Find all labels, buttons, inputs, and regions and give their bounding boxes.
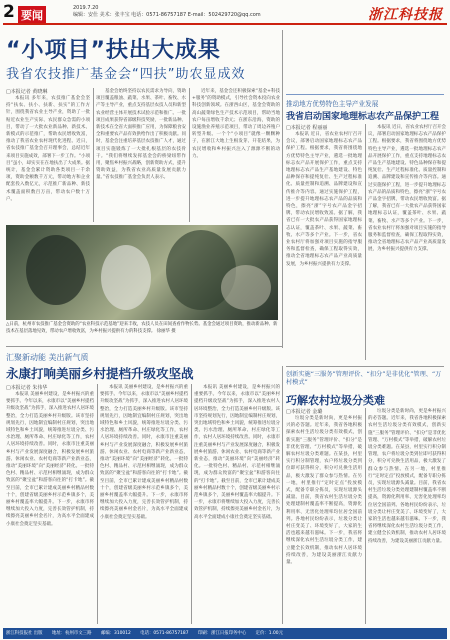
column-divider bbox=[97, 384, 98, 624]
footer-item: 浙江科技报社 出版 bbox=[6, 631, 43, 636]
issue-date: 2019.7.20 bbox=[73, 5, 99, 11]
bottom-right-kicker: 创新实施“三服务”管理评价、“扣分”是非优化”管理、“万村模式” bbox=[286, 371, 442, 386]
bottom-left-body-continued: 本报讯 美丽乡村建设，是乡村振兴的重要抓手。今年以来，永康市以“美丽乡村提档升级攻坚战”为抓手，深入推进农村人居环境整治，全力打造美丽乡村升级版。该市坚持规划先行，因地制宜编制村庄规划，突出地域特色和乡土风貌，统筹推进垃圾分类、污水治理、厕所革命、村庄绿化等工作，农村人居环境持续改善。同时，永康市注重美丽乡村与产业发展深度融合，积极发展乡村旅游、休闲农业、农村电商等新产业新业态，推动“美丽环境”向“美丽经济”转化。一批特色村、精品村、示范村相继涌现，成为群众致富的“聚宝盆”和游客向往的“打卡地”。截至目前，全市已累计建成美丽乡村精品村数十个，创建省级美丽乡村示范乡镇多个，美丽乡村覆盖率大幅提升。下一步，永康市将继续加大投入力度，完善长效管护机制，持续擦亮美丽乡村金名片，为高水平全面建成小康社会奠定坚实基础。 bbox=[100, 385, 188, 520]
bottom-left-body: 本报讯 美丽乡村建设，是乡村振兴的重要抓手。今年以来，永康市以“美丽乡村提档升级攻坚战”为抓手，深入推进农村人居环境整治，全力打造美丽乡村升级版。该市坚持规划先行，因地制宜编制村庄规划，突出地域特色和乡土风貌，统筹推进垃圾分类、污水治理、厕所革命、村庄绿化等工作，农村人居环境持续改善。同时，永康市注重美丽乡村与产业发展深度融合，积极发展乡村旅游、休闲农业、农村电商等新产业新业态，推动“美丽环境”向“美丽经济”转化。一批特色村、精品村、示范村相继涌现，成为群众致富的“聚宝盆”和游客向往的“打卡地”。截至目前，全市已累计建成美丽乡村精品村数十个，创建省级美丽乡村示范乡镇多个，美丽乡村覆盖率大幅提升。下一步，永康市将继续加大投入力度，完善长效管护机制，持续擦亮美丽乡村金名片，为高水平全面建成小康社会奠定坚实基础。 bbox=[6, 392, 94, 527]
column-divider bbox=[282, 30, 283, 348]
footer-item: 地址：杭州市文三路 bbox=[51, 631, 92, 636]
right-box-headline: 我省启动国家地理标志农产品保护工程 bbox=[286, 112, 440, 122]
bottom-right-column-2 bbox=[368, 408, 446, 624]
bottom-left-kicker: 汇聚新动能 美出新气质 bbox=[6, 353, 89, 362]
section-divider bbox=[6, 346, 282, 347]
right-box-rule bbox=[286, 94, 444, 95]
bottom-right-body: 垃圾分类是新时尚，更是乡村振兴的必答题。近年来，我省各地积极探索农村生活垃圾分类有效模式，创新实施“三服务”管理评价、“扣分”是非优化管理、“万村模式”等举措，破解农村垃圾分类难题。在某县，村里实行积分制管理，农户将垃圾分类到位即可获得积分，积分可兑换生活用品，极大激发了群众参与热情。在另一地，村里推行“定时定点”投放模式，配备专职分拣员，实现垃圾源头减量。目前，我省农村生活垃圾分类处理建制村覆盖率不断提高，资源化利用率、无害化处理率均位居全国前列。各地村民纷纷表示，垃圾分类让村庄变美了、环境变好了，大家的生活也越来越有滋味。下一步，我省将继续深化农村生活垃圾分类工作，建立健全长效机制，推动农村人居环境持续改善，为建设美丽浙江贡献力量。 bbox=[286, 416, 362, 566]
lead-photo bbox=[6, 225, 278, 320]
right-box-byline: □本报记者 程丽丽 bbox=[286, 125, 328, 131]
photo-caption: △日前，杭州市农技推广基金会资助的“农业科技示范基地”迎来丰收，农技人员在田间查看作物长势。基金会通过项目资助，推动新品种、新技术在基层落地见效，带动农户增收致富，为乡村振兴提供有力的科技支撑。 徐丽华 摄 bbox=[6, 322, 278, 334]
photo-figure bbox=[26, 235, 86, 305]
column-divider bbox=[191, 384, 192, 624]
lead-byline: □本报记者 黄晓琳 bbox=[6, 89, 48, 95]
lead-subheadline: 我省农技推广基金会“四扶”助农显成效 bbox=[6, 67, 246, 82]
page-number: 2 bbox=[3, 2, 15, 22]
lead-paragraph-1: 本报讯 多年来，农技推广基金会坚持“扶农、扶小、扶新、扶实”的工作方针，围绕我省农业主导产业，资助了一批贴近农业生产实际、农民群众急需的小项目，带动了一大批农业新品种、新技术、新模式的示范推广，帮助农民增收致富，推动了我省农业农村现代化进程。近日，省农技推广基金会召开理事会，总结近年来项目实施成效，部署下一步工作。“小项目”虽小，却实实在在地扶出了大成果。据统计，基金会累计资助各类项目一千余项，资助金额数千万元，带动地方和企业配套投入数亿元，示范推广新品种、新技术覆盖面积数百万亩，带动农户数十万户。 bbox=[6, 96, 90, 202]
right-box-column-2 bbox=[368, 124, 446, 360]
bottom-right-byline: □本报记者 金璐 bbox=[286, 409, 323, 415]
bottom-right-column-1 bbox=[286, 408, 362, 624]
bottom-right-headline: 巧解农村垃圾分类难 bbox=[286, 394, 385, 407]
lead-column-2 bbox=[96, 88, 186, 222]
column-divider bbox=[365, 408, 366, 624]
lead-headline: “小项目”扶出大成果 bbox=[6, 38, 221, 63]
column-divider bbox=[93, 88, 94, 222]
lead-column-3 bbox=[192, 88, 280, 222]
column-divider bbox=[189, 88, 190, 222]
column-divider bbox=[365, 124, 366, 360]
footer-item: 定价：1.00元 bbox=[255, 631, 283, 636]
photo-figure bbox=[101, 245, 151, 310]
lead-paragraph-2: 基金会始终坚持以农民需求为导向，资助项目覆盖粮油、蔬菜、水果、茶叶、畜牧、水产等主导产业，重点支持基层农技人员和新型农业经营主体开展技术试验示范和推广。一批项目成果获得省部级科技奖励，一批新品种、新技术在全省大面积推广应用，为保障粮食安全和重要农产品有效供给作出了积极贡献。同时，基金会注重培养基层农技推广人才，通过项目实施锻炼了一大批扎根基层的农技骨干。“我们将继续发挥基金会的桥梁纽带作用，聚焦乡村振兴战略，创新资助方式，提升资助效益，为我省农业高质量发展贡献力量。”省农技推广基金会负责人表示。 bbox=[96, 89, 186, 181]
page-footer bbox=[3, 628, 447, 639]
right-box-column-1 bbox=[286, 124, 362, 360]
bottom-left-column-3 bbox=[194, 384, 280, 624]
footer-item: 电话：0571-86757187 bbox=[140, 631, 189, 636]
lead-paragraph-3: 近年来，基金会还积极探索“基金+科技+服务”的资助模式，引导社会资本投向农业科技创新领域。在浙西山区，基金会资助的高山蔬菜绿色生产技术示范项目，帮助当地农户每亩增收千余元；在浙东沿海，资助的设施渔业养殖示范项目，带动了周边养殖户转型升级。一个个“小项目”就像一颗颗种子，在浙江大地上生根发芽、开花结果，为农民增收和乡村振兴注入了源源不断的动力。 bbox=[192, 89, 280, 159]
masthead-logo: 浙江科技报 bbox=[368, 7, 443, 23]
lead-column-1 bbox=[6, 88, 90, 222]
footer-item: 印刷：浙江日报印务中心 bbox=[197, 631, 247, 636]
column-divider bbox=[282, 366, 283, 624]
bottom-left-column-2 bbox=[100, 384, 188, 624]
right-box-body-continued: 本报讯 近日，省农业农村厅召开会议，部署启动国家地理标志农产品保护工程。根据要求，我省将围绕地方优势特色主导产业，遴选一批地理标志农产品开展保护工作，重点支持地理标志农产品生产基地建设、特色品种保存和提纯复壮、生产过程标准化、质量控制和追溯、品牌建设和宣传推介等内容。通过实施保护工程，进一步提升地理标志农产品的品质和特色，擦亮“浙”字号农产品金字招牌，带动农民增收致富。据了解，我省已有一大批农产品获得国家地理标志认证，覆盖茶叶、水果、蔬菜、畜牧、水产等多个产业。下一步，省农业农村厅将加强对项目实施的指导服务和监督检查，确保工程取得实效，推动全省地理标志农产品产业高质量发展，为乡村振兴提供有力支撑。 bbox=[368, 125, 446, 253]
bottom-left-headline: 永康打响美丽乡村提档升级攻坚战 bbox=[6, 366, 194, 381]
right-box-body: 本报讯 近日，省农业农村厅召开会议，部署启动国家地理标志农产品保护工程。根据要求，我省将围绕地方优势特色主导产业，遴选一批地理标志农产品开展保护工作，重点支持地理标志农产品生产基地建设、特色品种保存和提纯复壮、生产过程标准化、质量控制和追溯、品牌建设和宣传推介等内容。通过实施保护工程，进一步提升地理标志农产品的品质和特色，擦亮“浙”字号农产品金字招牌，带动农民增收致富。据了解，我省已有一大批农产品获得国家地理标志认证，覆盖茶叶、水果、蔬菜、畜牧、水产等多个产业。下一步，省农业农村厅将加强对项目实施的指导服务和监督检查，确保工程取得实效，推动全省地理标志农产品产业高质量发展，为乡村振兴提供有力支撑。 bbox=[286, 132, 362, 267]
page-header bbox=[3, 2, 447, 24]
editor-line: 编辑：安仕 美术：张丰宝 电话：0571-86757187 E-mail：502429720@qq.com bbox=[73, 12, 261, 18]
right-box-kicker: 推动地方优势特色主导产业发展 bbox=[286, 100, 379, 108]
section-badge: 要闻 bbox=[18, 6, 46, 24]
bottom-left-byline: □本报记者 朱伟华 bbox=[6, 385, 48, 391]
photo-figure bbox=[221, 265, 271, 310]
header-date bbox=[73, 5, 261, 19]
bottom-left-column-1 bbox=[6, 384, 94, 624]
header-rule bbox=[3, 23, 447, 25]
bottom-left-body-end: 本报讯 美丽乡村建设，是乡村振兴的重要抓手。今年以来，永康市以“美丽乡村提档升级攻坚战”为抓手，深入推进农村人居环境整治，全力打造美丽乡村升级版。该市坚持规划先行，因地制宜编制村庄规划，突出地域特色和乡土风貌，统筹推进垃圾分类、污水治理、厕所革命、村庄绿化等工作，农村人居环境持续改善。同时，永康市注重美丽乡村与产业发展深度融合，积极发展乡村旅游、休闲农业、农村电商等新产业新业态，推动“美丽环境”向“美丽经济”转化。一批特色村、精品村、示范村相继涌现，成为群众致富的“聚宝盆”和游客向往的“打卡地”。截至目前，全市已累计建成美丽乡村精品村数十个，创建省级美丽乡村示范乡镇多个，美丽乡村覆盖率大幅提升。下一步，永康市将继续加大投入力度，完善长效管护机制，持续擦亮美丽乡村金名片，为高水平全面建成小康社会奠定坚实基础。 bbox=[194, 385, 280, 520]
footer-item: 邮编：310012 bbox=[100, 631, 131, 636]
section-divider bbox=[286, 366, 444, 367]
bottom-right-body-continued: 垃圾分类是新时尚，更是乡村振兴的必答题。近年来，我省各地积极探索农村生活垃圾分类有效模式，创新实施“三服务”管理评价、“扣分”是非优化管理、“万村模式”等举措，破解农村垃圾分类难题。在某县，村里实行积分制管理，农户将垃圾分类到位即可获得积分，积分可兑换生活用品，极大激发了群众参与热情。在另一地，村里推行“定时定点”投放模式，配备专职分拣员，实现垃圾源头减量。目前，我省农村生活垃圾分类处理建制村覆盖率不断提高，资源化利用率、无害化处理率均位居全国前列。各地村民纷纷表示，垃圾分类让村庄变美了、环境变好了，大家的生活也越来越有滋味。下一步，我省将继续深化农村生活垃圾分类工作，建立健全长效机制，推动农村人居环境持续改善，为建设美丽浙江贡献力量。 bbox=[368, 409, 446, 544]
